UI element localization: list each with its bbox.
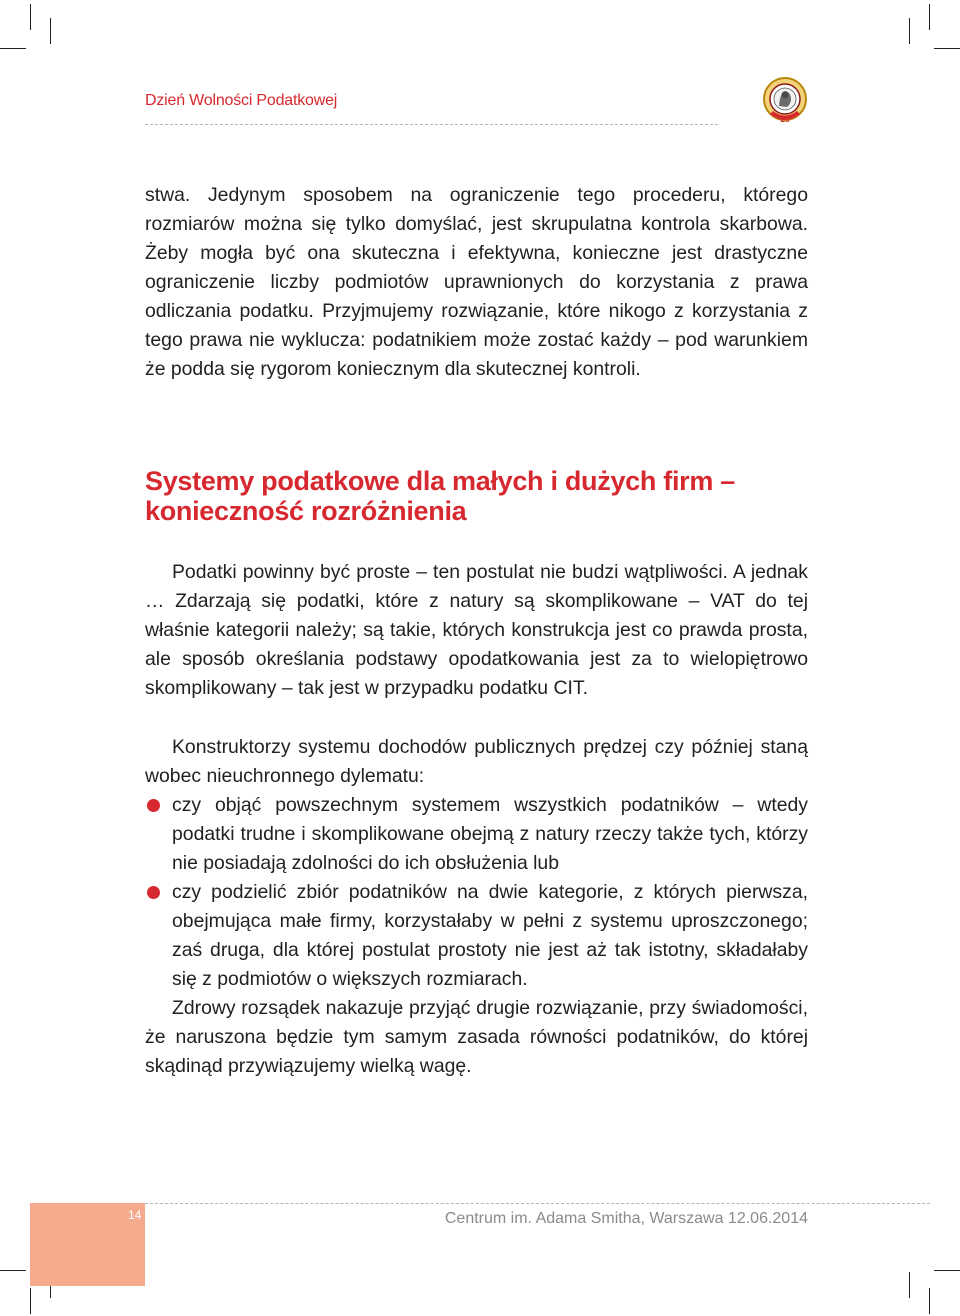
body-paragraph: Zdrowy rozsądek nakazuje przyjąć drugie rozwiązanie, przy świadomości, że naruszona będzie tym samym zasada równości podatników, do której skądinąd przywiązujemy wielką wagę. (145, 997, 808, 1077)
crop-mark (0, 48, 26, 49)
bullet-list (145, 791, 808, 994)
crop-mark (30, 1288, 31, 1314)
footer-divider (145, 1203, 930, 1204)
bullet-dot-icon (147, 886, 160, 899)
header-divider (145, 124, 718, 125)
crop-mark (909, 18, 910, 44)
bullet-dot-icon (147, 799, 160, 812)
crop-mark (934, 1270, 960, 1271)
body-paragraph: Podatki powinny być proste – ten postulat nie budzi wątpliwości. A jednak … Zdarzają się podatki, które z natury są skomplikowane – VAT do tej właśnie kategorii należy; są takie, których konstrukcja jest co prawda prosta, ale sposób określania podstawy opodatkowania jest za to wielopiętrowo skomplikowany – tak jest w przypadku podatku CIT. (145, 561, 808, 699)
crop-mark (0, 1270, 26, 1271)
page-number: 14 (128, 1208, 142, 1222)
crop-mark (929, 1288, 930, 1314)
body-paragraph-continued: stwa. Jedynym sposobem na ograniczenie tego procederu, którego rozmiarów można się tylko domyślać, jest skrupulatna kontrola skarbowa. Żeby mogła być ona skuteczna i efektywna, konieczne jest drastyczne ograniczenie liczby podmiotów uprawnionych do korzystania z prawa odliczania podatku. Przyjmujemy rozwiązanie, które nikogo z korzystania z tego prawa nie wyklucza: podatnikiem może zostać każdy – pod warunkiem że podda się rygorom koniecznym dla skutecznej kontroli. (145, 184, 808, 380)
crop-mark (909, 1272, 910, 1298)
logo-number: 25 (780, 115, 790, 124)
list-item-text: czy objąć powszechnym systemem wszystkich podatników – wtedy podatki trudne i skomplikowane obejmą z natury rzeczy także tych, którzy nie posiadają zdolności do ich obsłużenia lub (172, 794, 808, 874)
running-header-title: Dzień Wolności Podatkowej (145, 92, 338, 109)
seal-logo-icon (760, 76, 810, 128)
footer-text: Centrum im. Adama Smitha, Warszawa 12.06.2014 (444, 1210, 808, 1227)
crop-mark (934, 48, 960, 49)
crop-mark (50, 18, 51, 44)
list-item (145, 878, 808, 994)
list-item (145, 791, 808, 878)
body-paragraph: Konstruktorzy systemu dochodów publicznych prędzej czy później staną wobec nieuchronnego dylematu: (145, 736, 808, 787)
list-item-text: czy podzielić zbiór podatników na dwie kategorie, z których pierwsza, obejmująca małe firmy, korzystałaby w pełni z systemu uproszczonego; zaś druga, dla której postulat prostoty nie jest aż tak istotny, składałaby się z podmiotów o większych rozmiarach. (172, 881, 808, 990)
crop-mark (30, 4, 31, 30)
crop-mark (929, 4, 930, 30)
section-heading: Systemy podatkowe dla małych i dużych firm – konieczność rozróżnienia (145, 466, 735, 526)
